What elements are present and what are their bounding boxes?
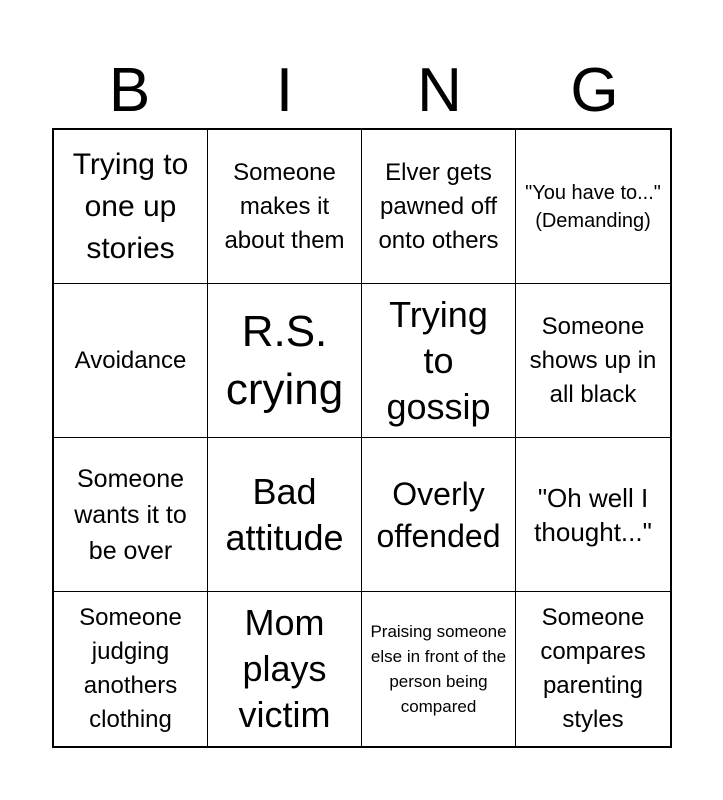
bingo-cell-text: Someone wants it to be over	[74, 464, 187, 565]
bingo-cell-r2-c1[interactable]	[54, 284, 208, 438]
bingo-cell-text: Trying to one up stories	[72, 147, 189, 265]
bingo-cell-r2-c4[interactable]	[516, 284, 670, 438]
header-letter-g: G	[570, 56, 619, 125]
bingo-cell-r1-c3[interactable]	[362, 130, 516, 284]
bingo-cell-r4-c1[interactable]	[54, 592, 208, 746]
bingo-cell-text: Praising someone else in front of the person being compared	[370, 622, 507, 716]
bingo-cell-text: Someone compares parenting styles	[540, 604, 646, 733]
bingo-cell-r4-c2[interactable]	[208, 592, 362, 746]
bingo-cell-text: Mom plays victim	[238, 602, 331, 735]
bingo-cell-r2-c2[interactable]	[208, 284, 362, 438]
bingo-card-grid	[52, 128, 672, 748]
bingo-cell-text: Someone shows up in all black	[529, 312, 657, 408]
header-letter-i: I	[275, 56, 294, 125]
bingo-cell-text: Someone makes it about them	[224, 158, 345, 254]
bingo-cell-r3-c2[interactable]	[208, 438, 362, 592]
header-letter-b: B	[108, 56, 151, 125]
bingo-cell-r1-c1[interactable]	[54, 130, 208, 284]
bingo-cell-r3-c3[interactable]	[362, 438, 516, 592]
bingo-cell-r4-c4[interactable]	[516, 592, 670, 746]
bingo-cell-text: Overly offended	[376, 475, 501, 554]
bingo-cell-r3-c4[interactable]	[516, 438, 670, 592]
bingo-cell-text: Elver gets pawned off onto others	[378, 158, 499, 254]
bingo-cell-r1-c4[interactable]	[516, 130, 670, 284]
header-letter-n: N	[417, 56, 462, 125]
bingo-cell-r4-c3[interactable]	[362, 592, 516, 746]
bingo-cell-text: R.S. crying	[225, 306, 344, 414]
bingo-cell-text: Avoidance	[74, 346, 187, 374]
bingo-header	[52, 54, 672, 128]
bingo-cell-text: Bad attitude	[225, 470, 344, 558]
bingo-cell-text: "You have to..." (Demanding)	[525, 181, 661, 232]
bingo-cell-text: "Oh well I thought..."	[534, 482, 652, 547]
bingo-cell-r2-c3[interactable]	[362, 284, 516, 438]
bingo-cell-r3-c1[interactable]	[54, 438, 208, 592]
bingo-cell-text: Someone judging anothers clothing	[79, 604, 182, 733]
bingo-cell-r1-c2[interactable]	[208, 130, 362, 284]
bingo-cell-text: Trying to gossip	[386, 293, 491, 427]
